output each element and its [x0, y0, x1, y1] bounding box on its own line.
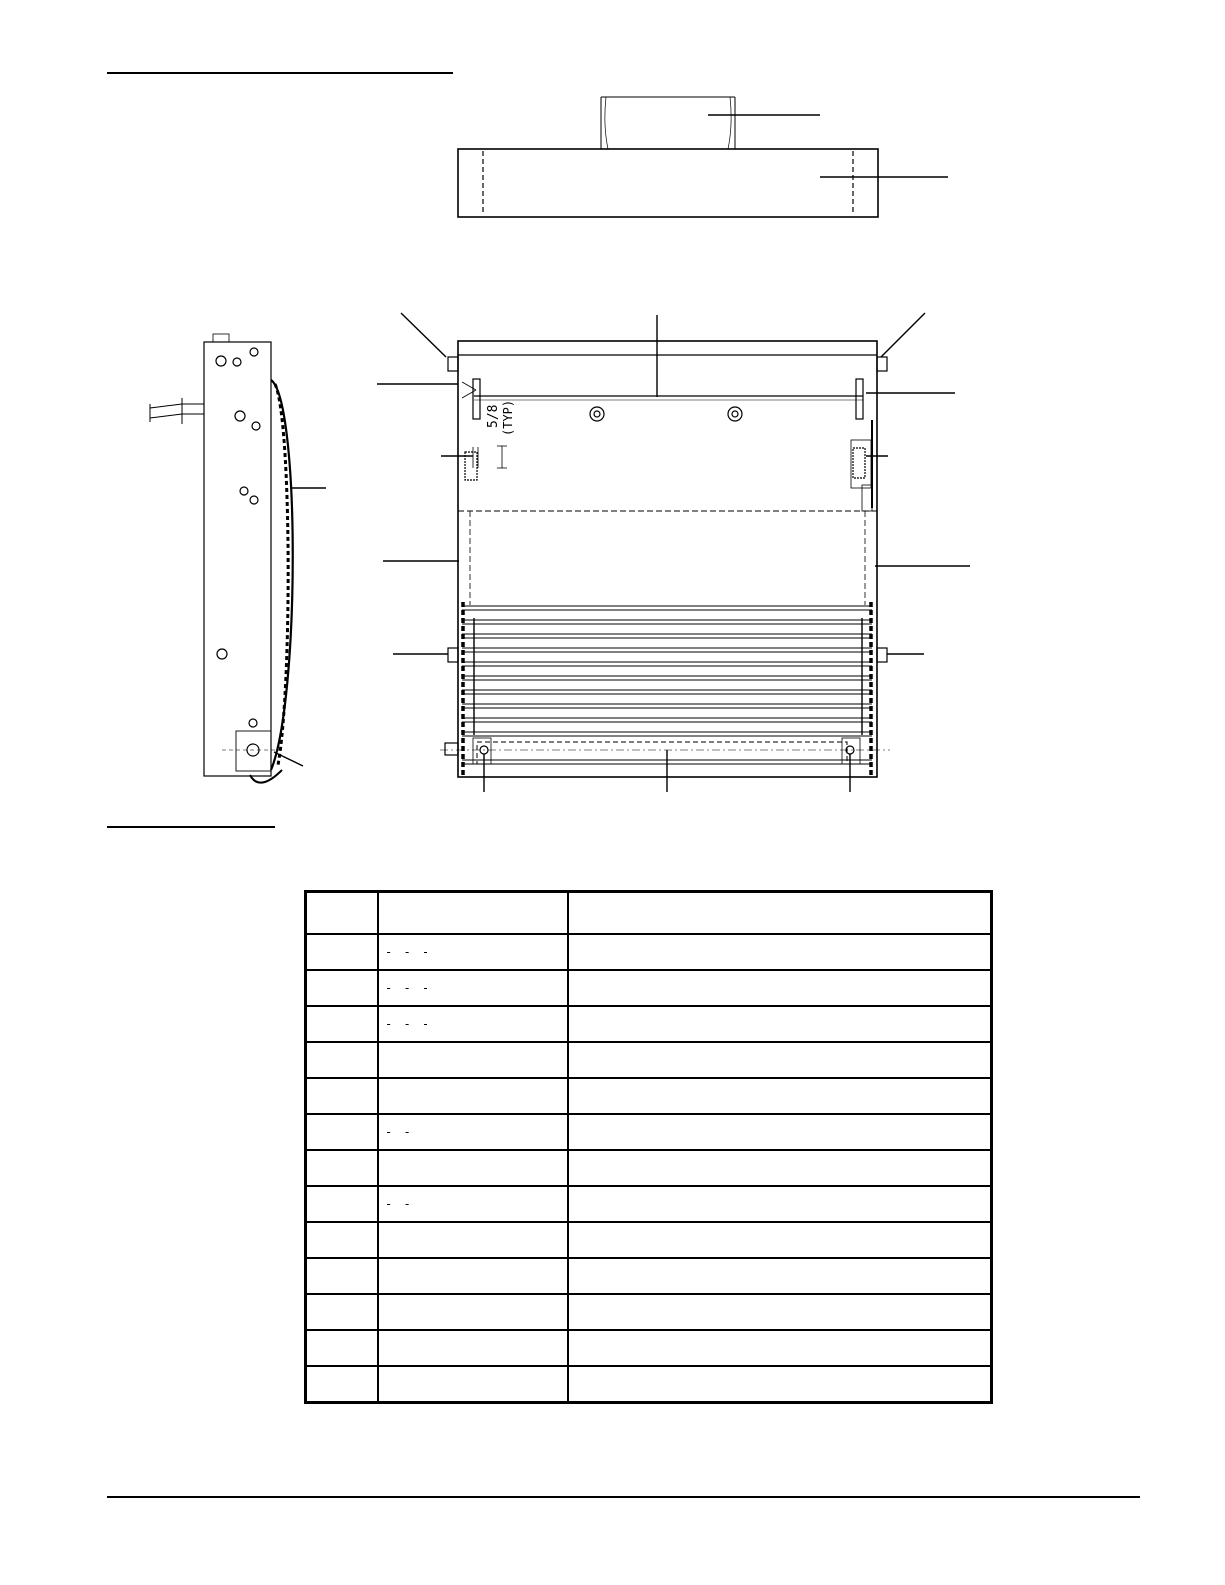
table-row [306, 934, 992, 970]
table-row [306, 1294, 992, 1330]
dimension-text: 5/8 [486, 404, 501, 428]
description-cell [568, 934, 992, 970]
svg-text:5/8 [486, 405, 501, 428]
parts-table [304, 890, 993, 1404]
item-cell [306, 1078, 379, 1114]
part-cell [378, 1258, 568, 1294]
description-cell [568, 1006, 992, 1042]
description-cell [568, 1150, 992, 1186]
dimension-callout [486, 400, 515, 436]
table-row [306, 1258, 992, 1294]
column-header [568, 892, 992, 935]
item-cell [306, 1114, 379, 1150]
part-cell [378, 1366, 568, 1403]
item-cell [306, 1330, 379, 1366]
part-cell: - - [378, 1186, 568, 1222]
part-cell: - - - [378, 1006, 568, 1042]
part-cell [378, 1330, 568, 1366]
item-cell [306, 1042, 379, 1078]
item-cell [306, 1366, 379, 1403]
table-row [306, 1366, 992, 1403]
description-cell [568, 1258, 992, 1294]
item-cell [306, 1186, 379, 1222]
item-cell [306, 1006, 379, 1042]
item-cell [306, 1258, 379, 1294]
table-row [306, 1042, 992, 1078]
part-cell: - - - [378, 934, 568, 970]
part-cell: - - [378, 1114, 568, 1150]
part-cell [378, 1042, 568, 1078]
item-cell [306, 1150, 379, 1186]
item-cell [306, 1294, 379, 1330]
table-row [306, 1330, 992, 1366]
part-cell [378, 1294, 568, 1330]
dimension-text: (TYP) [501, 399, 515, 436]
description-cell [568, 1330, 992, 1366]
part-cell [378, 1150, 568, 1186]
description-cell [568, 970, 992, 1006]
part-cell [378, 1222, 568, 1258]
table-row [306, 1078, 992, 1114]
table-row [306, 1006, 992, 1042]
svg-text:(TYP) [501, 400, 515, 436]
table-row [306, 970, 992, 1006]
footer-rule [107, 1496, 1140, 1498]
description-cell [568, 1114, 992, 1150]
description-cell [568, 1222, 992, 1258]
front-view [377, 313, 970, 792]
description-cell [568, 1078, 992, 1114]
table-row [306, 1222, 992, 1258]
description-cell [568, 1294, 992, 1330]
side-view [150, 334, 326, 783]
column-header [378, 892, 568, 935]
part-cell [378, 1078, 568, 1114]
description-cell [568, 1366, 992, 1403]
item-cell [306, 1222, 379, 1258]
table-row [306, 1186, 992, 1222]
table-header-row [306, 892, 992, 935]
part-cell: - - - [378, 970, 568, 1006]
column-header [306, 892, 379, 935]
table-row [306, 1150, 992, 1186]
top-view [458, 97, 948, 217]
item-cell [306, 934, 379, 970]
description-cell [568, 1186, 992, 1222]
item-cell [306, 970, 379, 1006]
description-cell [568, 1042, 992, 1078]
table-row [306, 1114, 992, 1150]
